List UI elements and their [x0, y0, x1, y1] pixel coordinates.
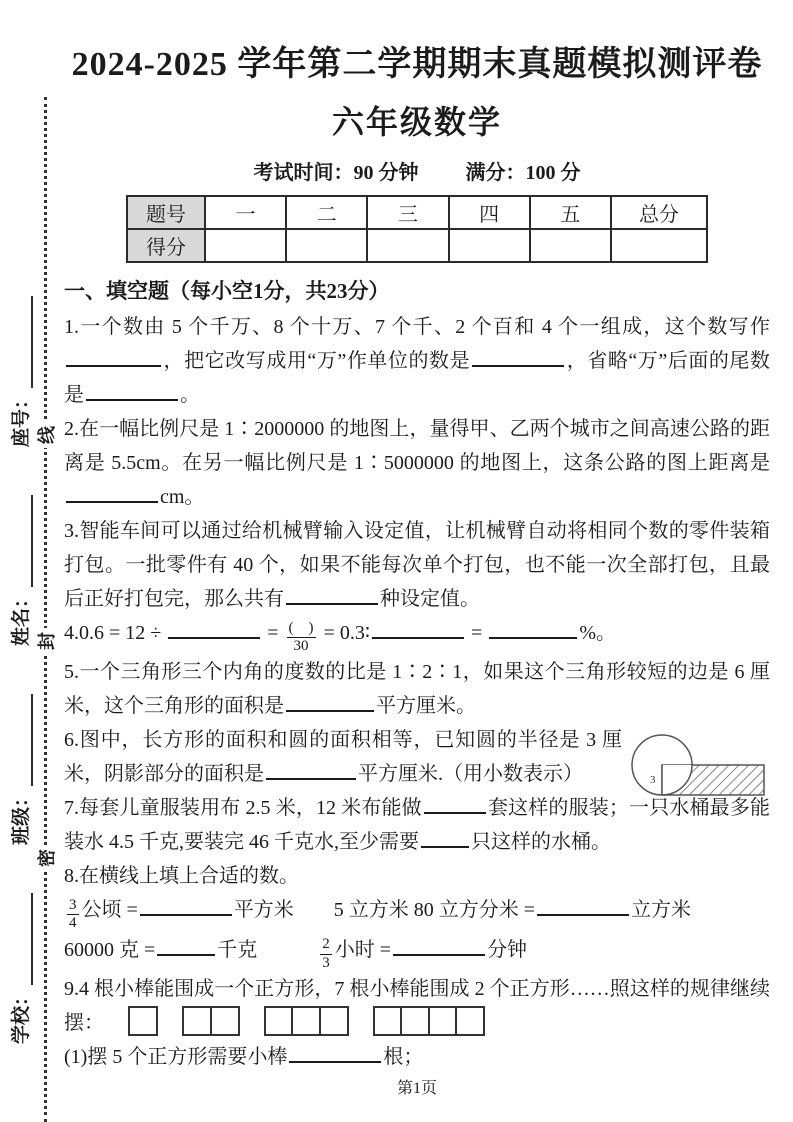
seal-dashed-line	[44, 97, 47, 1122]
small-square	[319, 1006, 349, 1036]
answer-blank	[289, 1059, 381, 1063]
questions-list	[64, 310, 770, 1074]
seal-field-1	[6, 694, 33, 845]
question-text: =	[262, 622, 284, 644]
score-table-col: 五	[530, 196, 611, 229]
score-table	[126, 195, 708, 263]
answer-blank	[66, 363, 161, 367]
small-square	[455, 1006, 485, 1036]
question-text: 种设定值。	[380, 588, 480, 610]
radius-label: 3	[650, 774, 656, 787]
score-table-col: 总分	[611, 196, 707, 229]
question-text: ，省略“万”后面的尾数是	[64, 350, 770, 406]
seal-line-char: 封	[33, 628, 59, 654]
fraction-numerator: 3	[67, 897, 79, 915]
seal-labels	[2, 62, 36, 1122]
question-text: 平方米 5 立方米 80 立方分米 =	[233, 899, 536, 922]
score-table-col: 二	[286, 196, 367, 229]
question-6	[64, 723, 622, 791]
answer-blank	[472, 363, 564, 367]
exam-content	[64, 0, 770, 1074]
small-square	[400, 1006, 430, 1036]
page-subtitle: 六年级数学	[331, 104, 502, 140]
small-square	[428, 1006, 458, 1036]
score-table-label-cell: 题号	[127, 196, 205, 229]
question-text: 根；	[383, 1045, 424, 1068]
small-square	[291, 1006, 321, 1036]
answer-blank	[86, 397, 178, 401]
question-6-with-figure	[64, 723, 770, 791]
circle-rectangle-figure	[620, 725, 770, 809]
seal-margin	[0, 0, 64, 1122]
question-text: 千克	[217, 938, 318, 961]
question-9-1	[64, 1040, 770, 1074]
question-text: 只这样的水桶。	[471, 831, 611, 854]
question-1	[64, 310, 770, 412]
small-square	[264, 1006, 294, 1036]
seal-field-0	[6, 893, 33, 1044]
question-text: cm。	[160, 486, 205, 508]
fraction	[320, 936, 332, 972]
score-empty-cell	[367, 229, 448, 262]
answer-blank	[157, 952, 215, 956]
question-text: 公顷 =	[81, 899, 138, 922]
fraction-denominator: 4	[69, 915, 77, 932]
answer-blank	[489, 635, 577, 639]
answer-blank	[537, 912, 629, 916]
seal-field-label: 班级：	[10, 787, 32, 845]
square-group-of-4	[373, 1006, 486, 1036]
score-table-col: 三	[367, 196, 448, 229]
question-text: 套这样的服装；一只水桶最多能装水 4.5 千克,要装完 46 千克水,至少需要	[64, 797, 770, 854]
question-text: ，把它改写成用“万”作单位的数是	[163, 350, 471, 372]
question-text: 8.在横线上填上合适的数。	[64, 865, 299, 888]
score-table-col: 一	[205, 196, 286, 229]
fraction-numerator: ( )	[287, 620, 316, 638]
answer-blank	[266, 776, 356, 780]
seal-field-blank	[29, 893, 33, 985]
score-empty-cell	[449, 229, 530, 262]
question-8	[64, 859, 770, 893]
seal-line-char: 线	[33, 422, 59, 448]
seal-field-blank	[29, 296, 33, 388]
page-title: 2024-2025 学年第二学期期末真题模拟测评卷	[71, 46, 763, 83]
score-table-col: 四	[449, 196, 530, 229]
exam-time-label: 考试时间：90 分钟	[253, 162, 419, 184]
question-8a	[64, 893, 770, 932]
question-text: 7.每套儿童服装用布 2.5 米，12 米布能做	[64, 797, 422, 820]
seal-field-2	[6, 495, 33, 646]
fraction-denominator: 30	[293, 638, 309, 654]
answer-blank	[421, 844, 469, 848]
question-text: 1.一个数由 5 个千万、8 个十万、7 个千、2 个百和 4 个一组成，这个数写作	[64, 316, 770, 338]
answer-blank	[66, 499, 158, 503]
question-text: 平方厘米.（用小数表示）	[358, 763, 583, 786]
seal-line-char: 密	[33, 845, 59, 871]
small-square	[182, 1006, 212, 1036]
question-text: 立方米	[631, 899, 692, 922]
answer-blank	[286, 601, 378, 605]
question-2	[64, 412, 770, 514]
exam-info	[64, 156, 770, 185]
seal-field-blank	[29, 694, 33, 786]
question-text: 4.0.6 = 12 ÷	[64, 622, 167, 644]
answer-blank	[168, 635, 260, 639]
seal-field-label: 姓名：	[10, 588, 32, 646]
fraction	[287, 620, 316, 656]
seal-field-3	[6, 296, 33, 447]
question-9	[64, 972, 770, 1040]
square-group-of-3	[264, 1006, 349, 1036]
answer-blank	[393, 952, 485, 956]
question-text: %。	[579, 622, 616, 644]
question-text: 6.图中，长方形的面积和圆的面积相等，已知圆的半径是 3 厘米，阴影部分的面积是	[64, 729, 622, 786]
answer-blank	[424, 810, 486, 814]
answer-blank	[286, 708, 374, 712]
answer-blank	[372, 635, 464, 639]
full-score-label: 满分：100 分	[465, 162, 581, 184]
question-text: 平方厘米。	[376, 695, 476, 718]
question-4	[64, 616, 770, 655]
question-3	[64, 514, 770, 616]
seal-field-blank	[29, 495, 33, 587]
small-square	[373, 1006, 403, 1036]
question-text: = 0.3∶	[318, 622, 371, 644]
score-empty-cell	[611, 229, 707, 262]
page-footer: 第1页	[396, 1080, 437, 1097]
question-8b	[64, 933, 770, 972]
question-text: 9.4 根小棒能围成一个正方形，7 根小棒能围成 2 个正方形……照这样的规律继续摆：	[64, 977, 770, 1034]
question-text: =	[466, 622, 488, 644]
question-text: 小时 =	[334, 938, 392, 961]
question-text: 60000 克 =	[64, 938, 156, 961]
section-heading: 一、填空题（每小空1分，共23分）	[64, 279, 390, 303]
fraction-numerator: 2	[320, 936, 332, 954]
small-square	[210, 1006, 240, 1036]
score-empty-cell	[286, 229, 367, 262]
question-text: 。	[180, 384, 200, 406]
score-empty-cell	[205, 229, 286, 262]
score-empty-cell	[530, 229, 611, 262]
question-text: 分钟	[487, 938, 528, 961]
question-5	[64, 655, 770, 723]
small-square	[128, 1006, 158, 1036]
fraction	[67, 897, 79, 933]
answer-blank	[140, 912, 232, 916]
seal-field-label: 座号：	[10, 389, 32, 447]
question-text: 3.智能车间可以通过给机械臂输入设定值，让机械臂自动将相同个数的零件装箱打包。一批零件有 40 个，如果不能每次单个打包，也不能一次全部打包，且最后正好打包完，那么共有	[64, 520, 770, 610]
fraction-denominator: 3	[322, 954, 330, 971]
question-text: 5.一个三角形三个内角的度数的比是 1∶2∶1，如果这个三角形较短的边是 6 厘米，这个三角形的面积是	[64, 661, 770, 718]
question-text: 2.在一幅比例尺是 1∶2000000 的地图上，量得甲、乙两个城市之间高速公路的距离是 5.5cm。在另一幅比例尺是 1∶5000000 的地图上，这条公路的图上距离是	[64, 418, 770, 474]
score-row-label-cell: 得分	[127, 229, 205, 262]
square-group-of-1	[128, 1006, 158, 1036]
question-text: (1)摆 5 个正方形需要小棒	[64, 1045, 288, 1068]
score-table-body	[127, 196, 707, 262]
square-group-of-2	[182, 1006, 240, 1036]
seal-field-label: 学校：	[10, 986, 32, 1044]
